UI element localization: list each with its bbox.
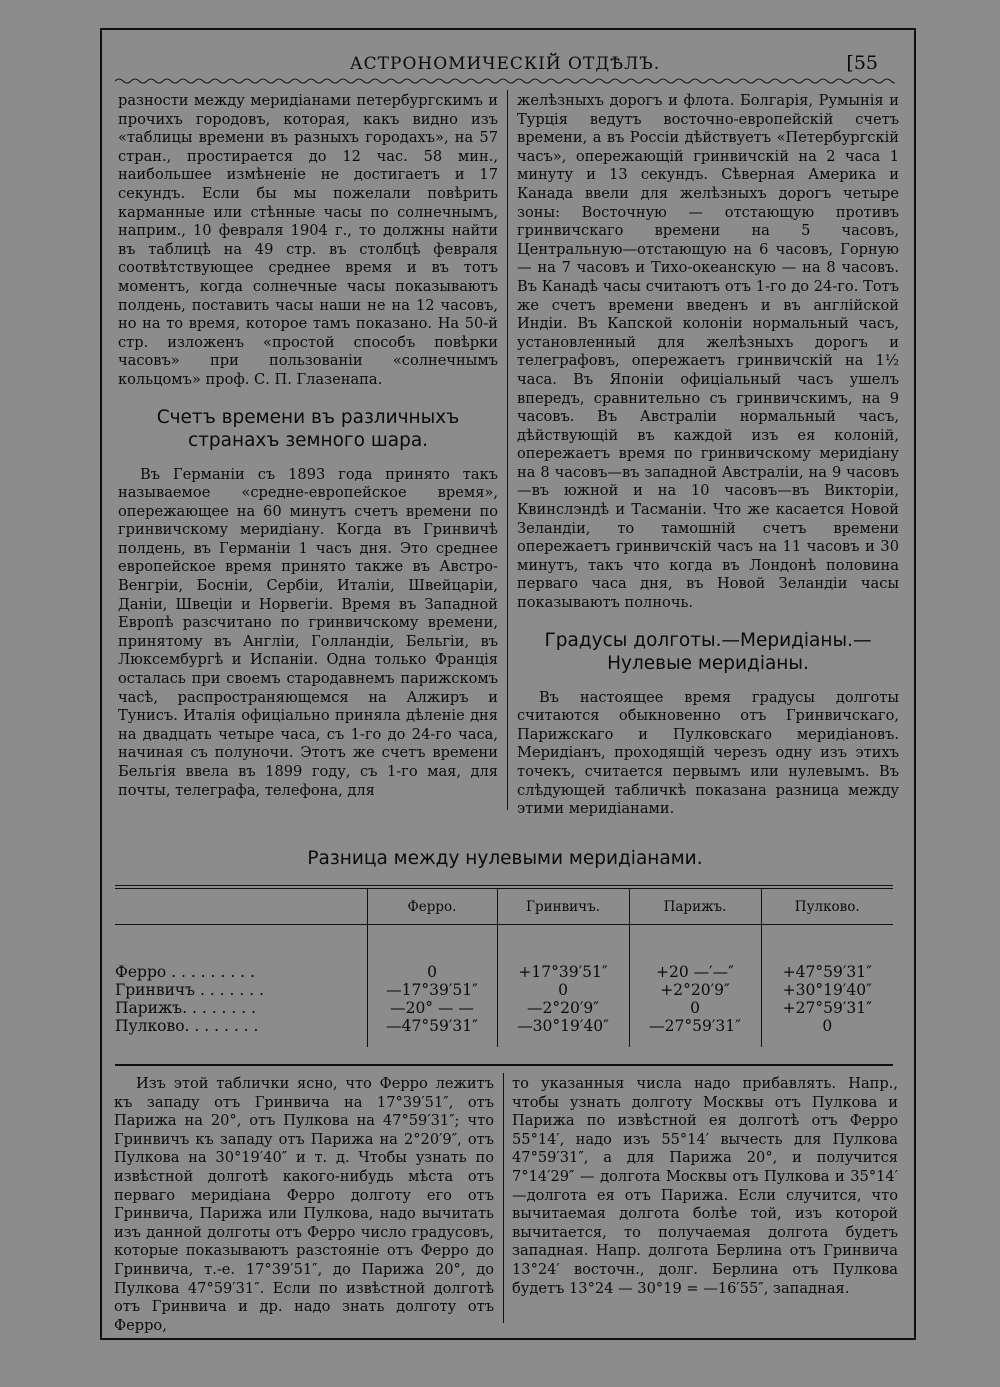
table-cell: 0 <box>761 1017 893 1047</box>
table-cell: +20 —′—″ <box>629 963 761 981</box>
header-cell: Гринвичъ. <box>497 887 629 925</box>
table-cell: —20° — — <box>367 999 497 1017</box>
heading-longitude: Градусы долготы.—Меридіаны.— Нулевые меридіаны. <box>544 629 872 674</box>
table-cell: Ферро . . . . . . . . . <box>115 963 255 981</box>
table-row <box>115 1017 893 1047</box>
table-cell: +2°20′9″ <box>629 981 761 999</box>
table-bottom-rule <box>115 1064 893 1066</box>
table-cell: +30°19′40″ <box>761 981 893 999</box>
column-4 <box>512 1075 898 1298</box>
header-cell: Ферро. <box>367 887 497 925</box>
table-cell: 0 <box>367 963 497 981</box>
header-cell: Парижъ. <box>629 887 761 925</box>
table-cell: +27°59′31″ <box>761 999 893 1017</box>
table-cell: +47°59′31″ <box>761 963 893 981</box>
table-row <box>115 981 893 999</box>
section-title: АСТРОНОМИЧЕСКІЙ ОТДѢЛЪ. <box>349 54 661 74</box>
table-title: Разница между нулевыми меридіанами. <box>307 848 703 869</box>
table-cell: Гринвичъ . . . . . . . <box>115 981 264 999</box>
table-cell: Парижъ. . . . . . . . <box>115 999 257 1017</box>
table-cell: —2°20′9″ <box>497 999 629 1017</box>
page-number: [ 55 <box>846 52 878 74</box>
table-cell: 0 <box>629 999 761 1017</box>
table-cell: +17°39′51″ <box>497 963 629 981</box>
column-divider-lower <box>503 1073 504 1323</box>
table-row <box>115 999 893 1017</box>
table-cell: 0 <box>497 981 629 999</box>
table-cell: —17°39′51″ <box>367 981 497 999</box>
column-divider <box>507 90 508 810</box>
table-row <box>115 963 893 981</box>
table-cell: —47°59′31″ <box>367 1017 497 1047</box>
header-cell <box>115 887 367 925</box>
column-2 <box>517 92 899 819</box>
heading-time-count: Счетъ времени въ различныхъ странахъ земного шара. <box>156 406 460 451</box>
table-cell: —27°59′31″ <box>629 1017 761 1047</box>
col3-body: Изъ этой таблички ясно, что Ферро лежитъ къ западу отъ Гринвича на 17°39′51″, отъ Парижа на 20°, отъ Пулкова на 47°59′31″; что Гринвичъ къ западу отъ Парижа на 2°20′9″, отъ Пулкова на 30°19′40″ и т. д. Чтобы узнать по извѣстной долготѣ какого-нибудь мѣста отъ перваго меридіана Ферро долготу его отъ Гринвича, Парижа или Пулкова, надо вычитать изъ данной долготы отъ Ферро число градусовъ, которые показываютъ разстояніе отъ Ферро до Гринвича, т.-е. 17°39′51″, до Парижа 20°, до Пулкова 47°59′31″. Если по извѣстной долготѣ отъ Гринвича и др. надо знать долготу отъ Ферро, <box>114 1075 494 1334</box>
table-cell: Пулково. . . . . . . . <box>115 1017 259 1035</box>
column-1 <box>118 92 498 800</box>
header-cell: Пулково. <box>761 887 893 925</box>
wavy-rule <box>115 76 895 86</box>
col1-body: Въ Германіи съ 1893 года принято такъ называемое «средне-европейское время», опережающее на 60 минутъ счетъ времени по гринвичскому меридіану. Когда въ Гринвичѣ полдень, въ Германіи 1 часъ дня. Это среднее европейское время принято также въ Австро-Венгріи, Босніи, Сербіи, Италіи, Швейцаріи, Даніи, Швеціи и Норвегіи. Время въ Западной Европѣ разсчитано по гринвичскому времени, принятому въ Англіи, Голландіи, Бельгіи, въ Люксембургѣ и Испаніи. Одна только Франція осталась при своемъ стародавнемъ парижскомъ часѣ, распространяющемся на Алжиръ и Тунисъ. Италія офиціально приняла дѣленіе дня на двадцать четыре часа, съ 1-го до 24-го часа, начиная съ полуночи. Этотъ же счетъ времени Бельгія ввела въ 1899 году, съ 1-го мая, для почты, телеграфа, телефона, для <box>118 465 498 799</box>
table-header-row <box>115 887 893 925</box>
table-spacer-row <box>115 925 893 964</box>
col4-body: то указанныя числа надо прибавлять. Напр., чтобы узнать долготу Москвы отъ Пулкова и Парижа по извѣстной ея долготѣ отъ Ферро 55°14′, надо изъ 55°14′ вычесть для Пулкова 47°59′31″, а для Парижа 20°, и получится 7°14′29″ — долгота Москвы отъ Пулкова и 35°14′—долгота ея отъ Парижа. Если случится, что вычитаемая долгота болѣе той, изъ которой вычитается, то получаемая долгота будетъ западная. Напр. долгота Берлина отъ Гринвича 13°24′ восточн., долг. Берлина отъ Пулкова будетъ 13°24 — 30°19 = —16′55″, западная. <box>512 1075 898 1297</box>
table-cell: —30°19′40″ <box>497 1017 629 1047</box>
col2-body2: Въ настоящее время градусы долготы считаются обыкновенно отъ Гринвичскаго, Парижскаго и Пулковскаго меридіановъ. Меридіанъ, проходящій черезъ одну изъ этихъ точекъ, считается первымъ или нулевымъ. Въ слѣдующей табличкѣ показана разница между этими меридіанами. <box>517 688 899 818</box>
col1-intro: разности между меридіанами петербургскимъ и прочихъ городовъ, которая, какъ видно изъ «таблицы времени въ разныхъ городахъ», на 57 стран., простирается до 12 час. 58 мин., наибольшее измѣненіе не достигаетъ и 17 секундъ. Если бы мы пожелали повѣрить карманные или стѣнные часы по солнечнымъ, наприм., 10 февраля 1904 г., то должны найти въ таблицѣ на 49 стр. въ столбцѣ февраля соотвѣтствующее среднее время и въ тотъ моментъ, когда солнечные часы показываютъ полдень, поставить часы наши не на 12 часовъ, но на то время, которое тамъ показано. На 50-й стр. изложенъ «простой способъ повѣрки часовъ» при пользованіи «солнечнымъ кольцомъ» проф. С. П. Глазенапа. <box>118 92 498 388</box>
meridian-table <box>115 885 893 1047</box>
col2-body: желѣзныхъ дорогъ и флота. Болгарія, Румынія и Турція ведутъ восточно-европейскій счетъ времени, а въ Россіи дѣйствуетъ «Петербургскій часъ», опережающій гринвичскій на 2 часа 1 минуту и 13 секундъ. Сѣверная Америка и Канада ввели для желѣзныхъ дорогъ четыре зоны: Восточную — отстающую противъ гринвичскаго времени на 5 часовъ, Центральную—отстающую на 6 часовъ, Горную — на 7 часовъ и Тихо-океанскую — на 8 часовъ. Въ Канадѣ часы считаютъ отъ 1-го до 24-го. Тотъ же счетъ времени введенъ и въ англійской Индіи. Въ Капской колоніи нормальный часъ, установленный для желѣзныхъ дорогъ и телеграфовъ, опережаетъ гринвичскій на 1½ часа. Въ Японіи офиціальный часъ ушелъ впередъ, сравнительно съ гринвичскимъ, на 9 часовъ. Въ Австраліи нормальный часъ, дѣйствующій въ каждой изъ ея колоній, опережаетъ время по гринвичскому меридіану на 8 часовъ—въ западной Австраліи, на 9 часовъ—въ южной и на 10 часовъ—въ Викторіи, Квинслэндѣ и Тасманіи. Что же касается Новой Зеландіи, то тамошній счетъ времени опережаетъ гринвичскій часъ на 11 часовъ и 30 минутъ, такъ что когда въ Лондонѣ половина перваго часа дня, въ Новой Зеландіи часы показываютъ полночь. <box>517 92 899 612</box>
column-3 <box>114 1075 494 1335</box>
